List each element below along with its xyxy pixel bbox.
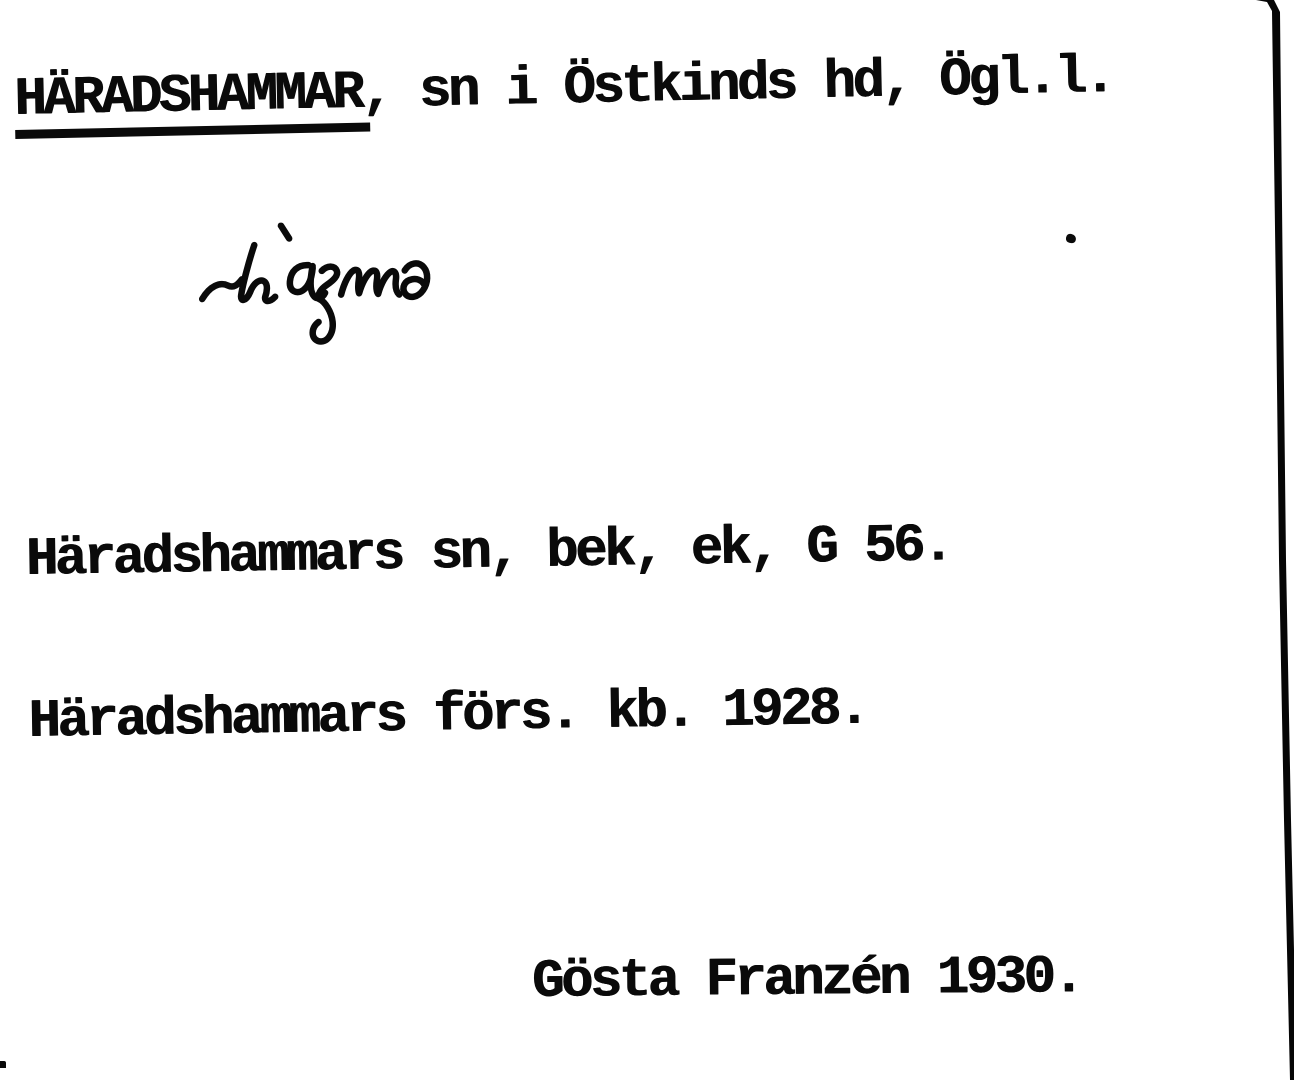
header-description: , sn i Östkinds hd, Ögl.l. [360, 46, 1114, 124]
handwriting-stroke [202, 279, 242, 299]
handwriting-stroke [341, 269, 399, 295]
references-block [24, 411, 956, 857]
reference-line: Häradshammars förs. kb. 1928. [28, 678, 868, 753]
phonetic-handwriting [197, 220, 439, 354]
place-name-headword: HÄRADSHAMMAR [14, 67, 370, 139]
ink-speck [1065, 233, 1076, 244]
handwriting-stroke [281, 225, 289, 238]
signature-line: Gösta Franzén 1930. [531, 947, 1082, 1013]
reference-line: Häradshammars sn, bek, ek, G 56. [25, 515, 952, 591]
handwriting-stroke [403, 263, 427, 297]
handwriting-stroke [312, 299, 333, 342]
ink-speck [0, 1061, 6, 1068]
header-line [13, 46, 1114, 139]
handwriting-stroke [240, 245, 275, 302]
